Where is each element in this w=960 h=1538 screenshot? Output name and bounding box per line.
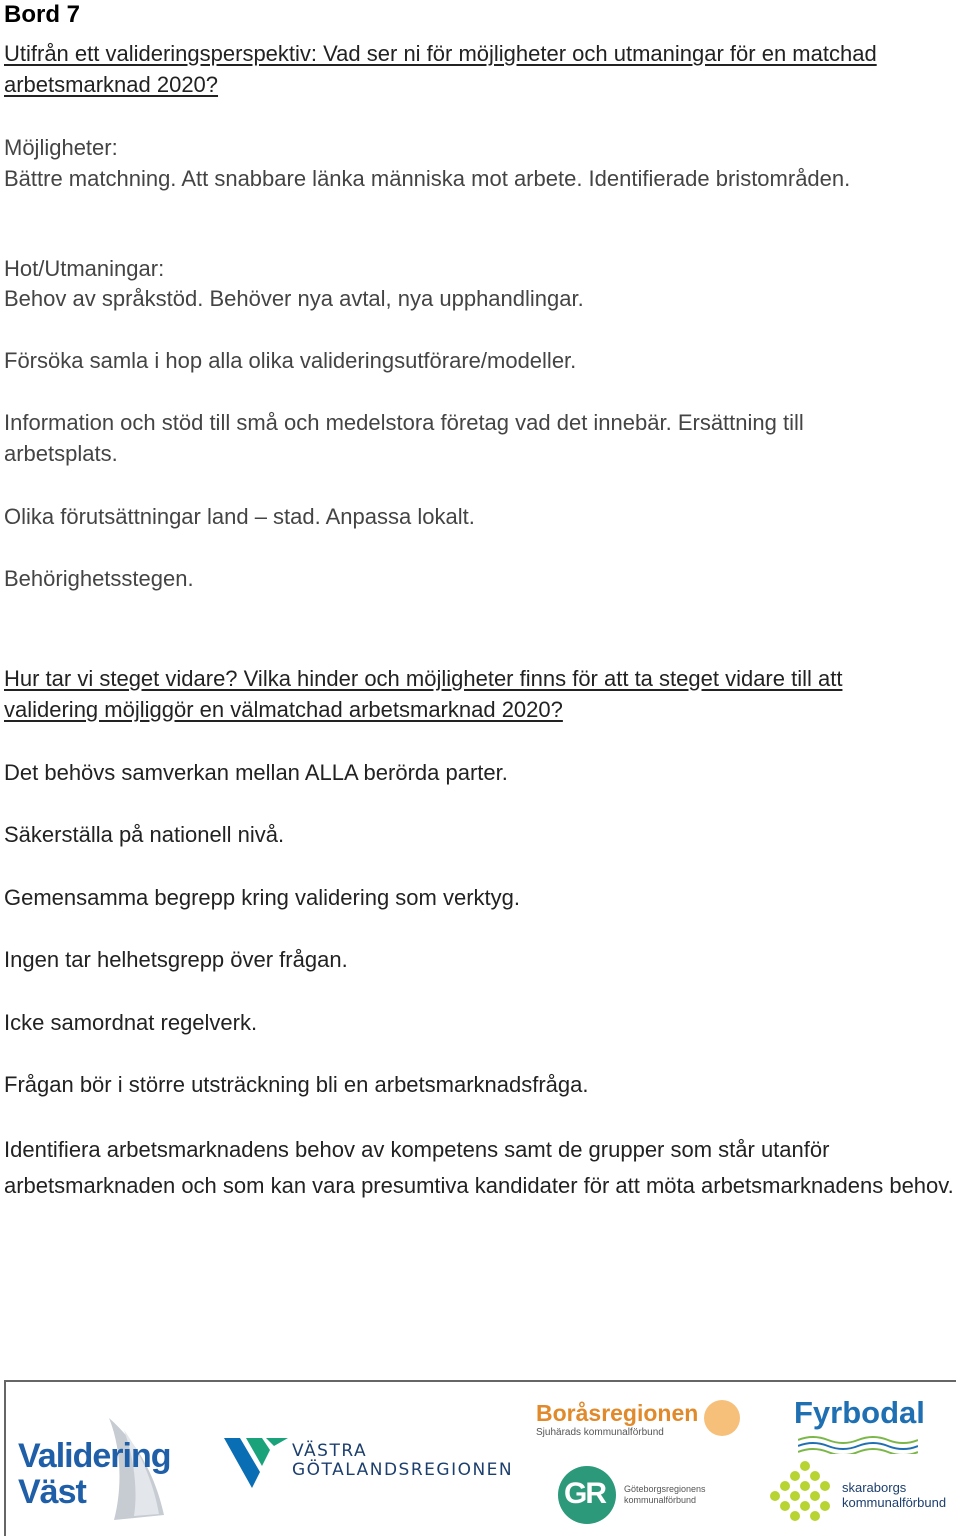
answer-item: Säkerställa på nationell nivå. <box>4 822 285 847</box>
gr-logo <box>558 1464 728 1528</box>
page-heading: Bord 7 <box>4 1 81 28</box>
borasregionen-name: Boråsregionen <box>536 1400 699 1426</box>
validering-vast-text: Validering Väst <box>18 1437 171 1511</box>
opportunities-text: Bättre matchning. Att snabbare länka människa mot arbete. Identifierade bristområden. <box>4 166 851 191</box>
vgr-text: VÄSTRA GÖTALANDSREGIONEN <box>292 1441 514 1480</box>
borasregionen-logo <box>536 1398 756 1442</box>
answer-item: Icke samordnat regelverk. <box>4 1010 258 1035</box>
threats-label: Hot/Utmaningar: <box>4 256 165 281</box>
validering-vast-logo <box>14 1410 194 1525</box>
answer-item: Frågan bör i större utsträckning bli en arbetsmarknadsfråga. <box>4 1072 589 1097</box>
fyrbodal-logo <box>794 1396 934 1456</box>
threat-item: Försöka samla i hop alla olika valideringsutförare/modeller. <box>4 348 577 373</box>
question-1: Utifrån ett valideringsperspektiv: Vad ser ni för möjligheter och utmaningar för en matchad arbetsmarknad 2020? <box>4 41 877 97</box>
skaraborg-text: skaraborgs kommunalförbund <box>842 1480 947 1510</box>
vgr-mark-icon <box>222 1432 292 1492</box>
gr-mark: GR <box>564 1477 605 1510</box>
threat-item: Behov av språkstöd. Behöver nya avtal, nya upphandlingar. <box>4 286 584 311</box>
threat-item: Olika förutsättningar land – stad. Anpassa lokalt. <box>4 504 475 529</box>
logo-footer <box>4 1380 956 1536</box>
skaraborg-dots-icon <box>770 1458 840 1528</box>
opportunities-label: Möjligheter: <box>4 135 118 160</box>
answer-item: Gemensamma begrepp kring validering som verktyg. <box>4 885 521 910</box>
borasregionen-sub: Sjuhärads kommunalförbund <box>536 1427 664 1438</box>
vgr-logo <box>222 1432 512 1502</box>
answer-item: Identifiera arbetsmarknadens behov av kompetens samt de grupper som står utanför arbetsmarknaden och som kan vara presumtiva kandidater för att möta arbetsmarknadens behov. <box>4 1137 954 1198</box>
gr-sub: Göteborgsregionens kommunalförbund <box>624 1484 706 1505</box>
answer-item: Ingen tar helhetsgrepp över frågan. <box>4 947 348 972</box>
fyrbodal-text: Fyrbodal <box>794 1395 925 1430</box>
threat-item: Information och stöd till små och medelstora företag vad det innebär. Ersättning till arbetsplats. <box>4 410 804 466</box>
answer-item: Det behövs samverkan mellan ALLA berörda parter. <box>4 760 508 785</box>
sun-icon <box>704 1400 740 1436</box>
question-2: Hur tar vi steget vidare? Vilka hinder och möjligheter finns för att ta steget vidare till att validering möjliggör en välmatchad arbetsmarknad 2020? <box>4 666 843 722</box>
threat-item: Behörighetsstegen. <box>4 566 194 591</box>
skaraborg-logo <box>770 1458 955 1532</box>
waves-icon <box>798 1434 918 1454</box>
